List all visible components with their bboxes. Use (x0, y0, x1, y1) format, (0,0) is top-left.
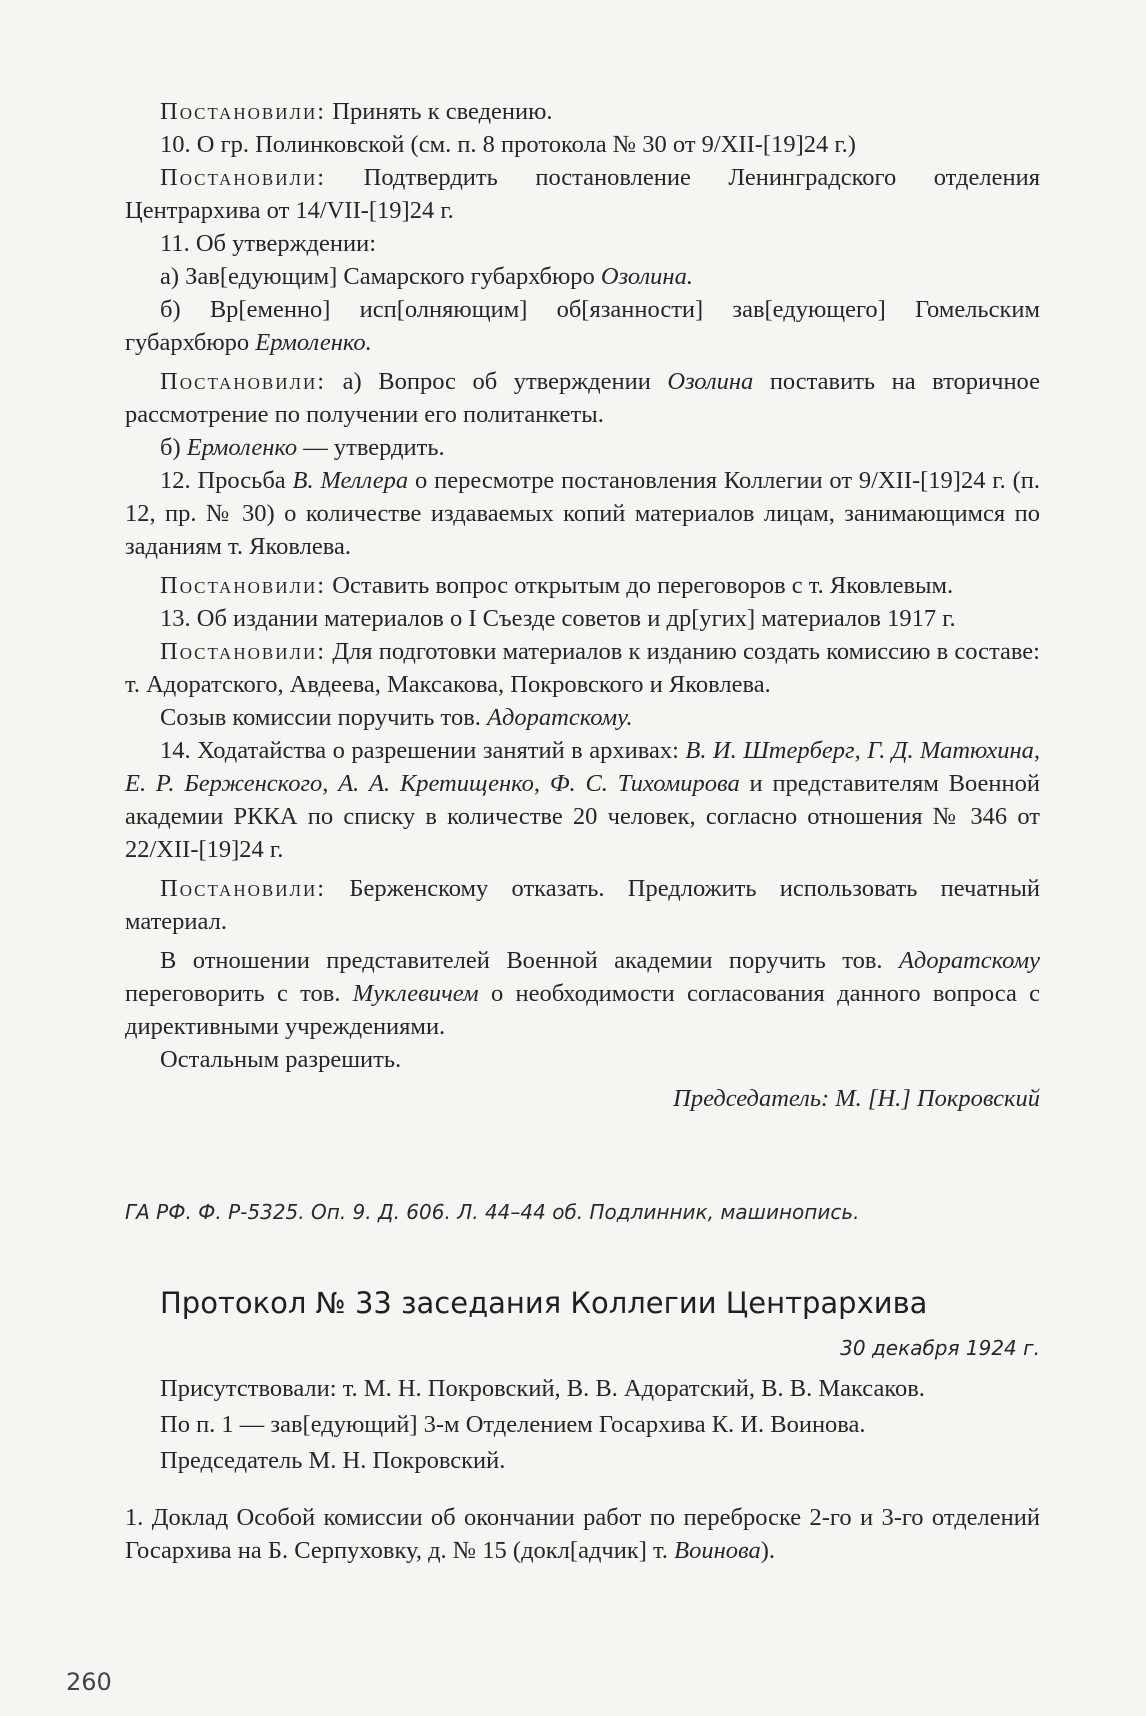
resolution-12: Постановили: Оставить вопрос открытым до переговоров с т. Яковлевым. (160, 572, 954, 599)
resolution-14: Постановили: Берженскому отказать. Предложить использовать печатный материал. (125, 875, 1040, 935)
agenda-item-12: 12. Просьба В. Меллера о пересмотре постановления Коллегии от 9/XII-[19]24 г. (п. 12, пр. № 30) о количестве издаваемых копий материалов лицам, занимающимся по заданиям т. Яковлева. (125, 467, 1040, 560)
protocol-title: Протокол № 33 заседания Коллегии Центрархива (160, 1286, 928, 1320)
chairman: Председатель М. Н. Покровский. (160, 1447, 506, 1474)
protocol-date: 30 декабря 1924 г. (840, 1336, 1040, 1360)
agenda-item-11: 11. Об утверждении: (160, 230, 377, 257)
agenda-item-1: 1. Доклад Особой комиссии об окончании работ по переброске 2-го и 3-го отделений Госархива на Б. Серпуховку, д. № 15 (докл[адчик] т. Воинова). (125, 1504, 1040, 1564)
resolution-11b: б) Ермоленко — утвердить. (160, 434, 445, 461)
archival-source: ГА РФ. Ф. Р-5325. Оп. 9. Д. 606. Л. 44–44 об. Подлинник, машинопись. (125, 1200, 860, 1224)
attendees: Присутствовали: т. М. Н. Покровский, В. В. Адоратский, В. В. Максаков. (160, 1375, 925, 1402)
item1-attendee: По п. 1 — зав[едующий] 3-м Отделением Госархива К. И. Воинова. (160, 1411, 866, 1438)
agenda-item-11b: б) Вр[еменно] исп[олняющим] об[язанности] зав[едующего] Гомельским губархбюро Ермоленко. (125, 296, 1040, 356)
protocol-body (125, 95, 1040, 1115)
resolution-11: Постановили: а) Вопрос об утверждении Озолина поставить на вторичное рассмотрение по получении его политанкеты. (125, 368, 1040, 428)
chairman-signature: Председатель: М. [Н.] Покровский (673, 1085, 1040, 1112)
page-number: 260 (66, 1668, 112, 1696)
protocol-33 (125, 1283, 1040, 1567)
resolution-14c: Остальным разрешить. (160, 1046, 402, 1073)
resolution-paragraph: Постановили: Принять к сведению. (160, 98, 553, 125)
agenda-item-14: 14. Ходатайства о разрешении занятий в архивах: В. И. Штерберг, Г. Д. Матюхина, Е. Р. Берженского, А. А. Кретищенко, Ф. С. Тихомирова и представителям Военной академии РККА по списку в количестве 20 человек, согласно отношения № 346 от 22/XII-[19]24 г. (125, 737, 1041, 863)
resolution-13b: Созыв комиссии поручить тов. Адоратскому. (160, 704, 633, 731)
resolution-13: Постановили: Для подготовки материалов к изданию создать комиссию в составе: т. Адоратского, Авдеева, Максакова, Покровского и Яковлева. (125, 638, 1040, 698)
agenda-item-11a: а) Зав[едующим] Самарского губархбюро Озолина. (160, 263, 693, 290)
resolution-14b: В отношении представителей Военной академии поручить тов. Адоратскому переговорить с тов. Муклевичем о необходимости согласования данного вопроса с директивными учреждениями. (125, 947, 1040, 1040)
agenda-item-13: 13. Об издании материалов о I Съезде советов и др[угих] материалов 1917 г. (160, 605, 956, 632)
agenda-item-10: 10. О гр. Полинковской (см. п. 8 протокола № 30 от 9/XII-[19]24 г.) (160, 131, 856, 158)
resolution-10: Постановили: Подтвердить постановление Ленинградского отделения Центрархива от 14/VII-[19]24 г. (125, 164, 1040, 224)
